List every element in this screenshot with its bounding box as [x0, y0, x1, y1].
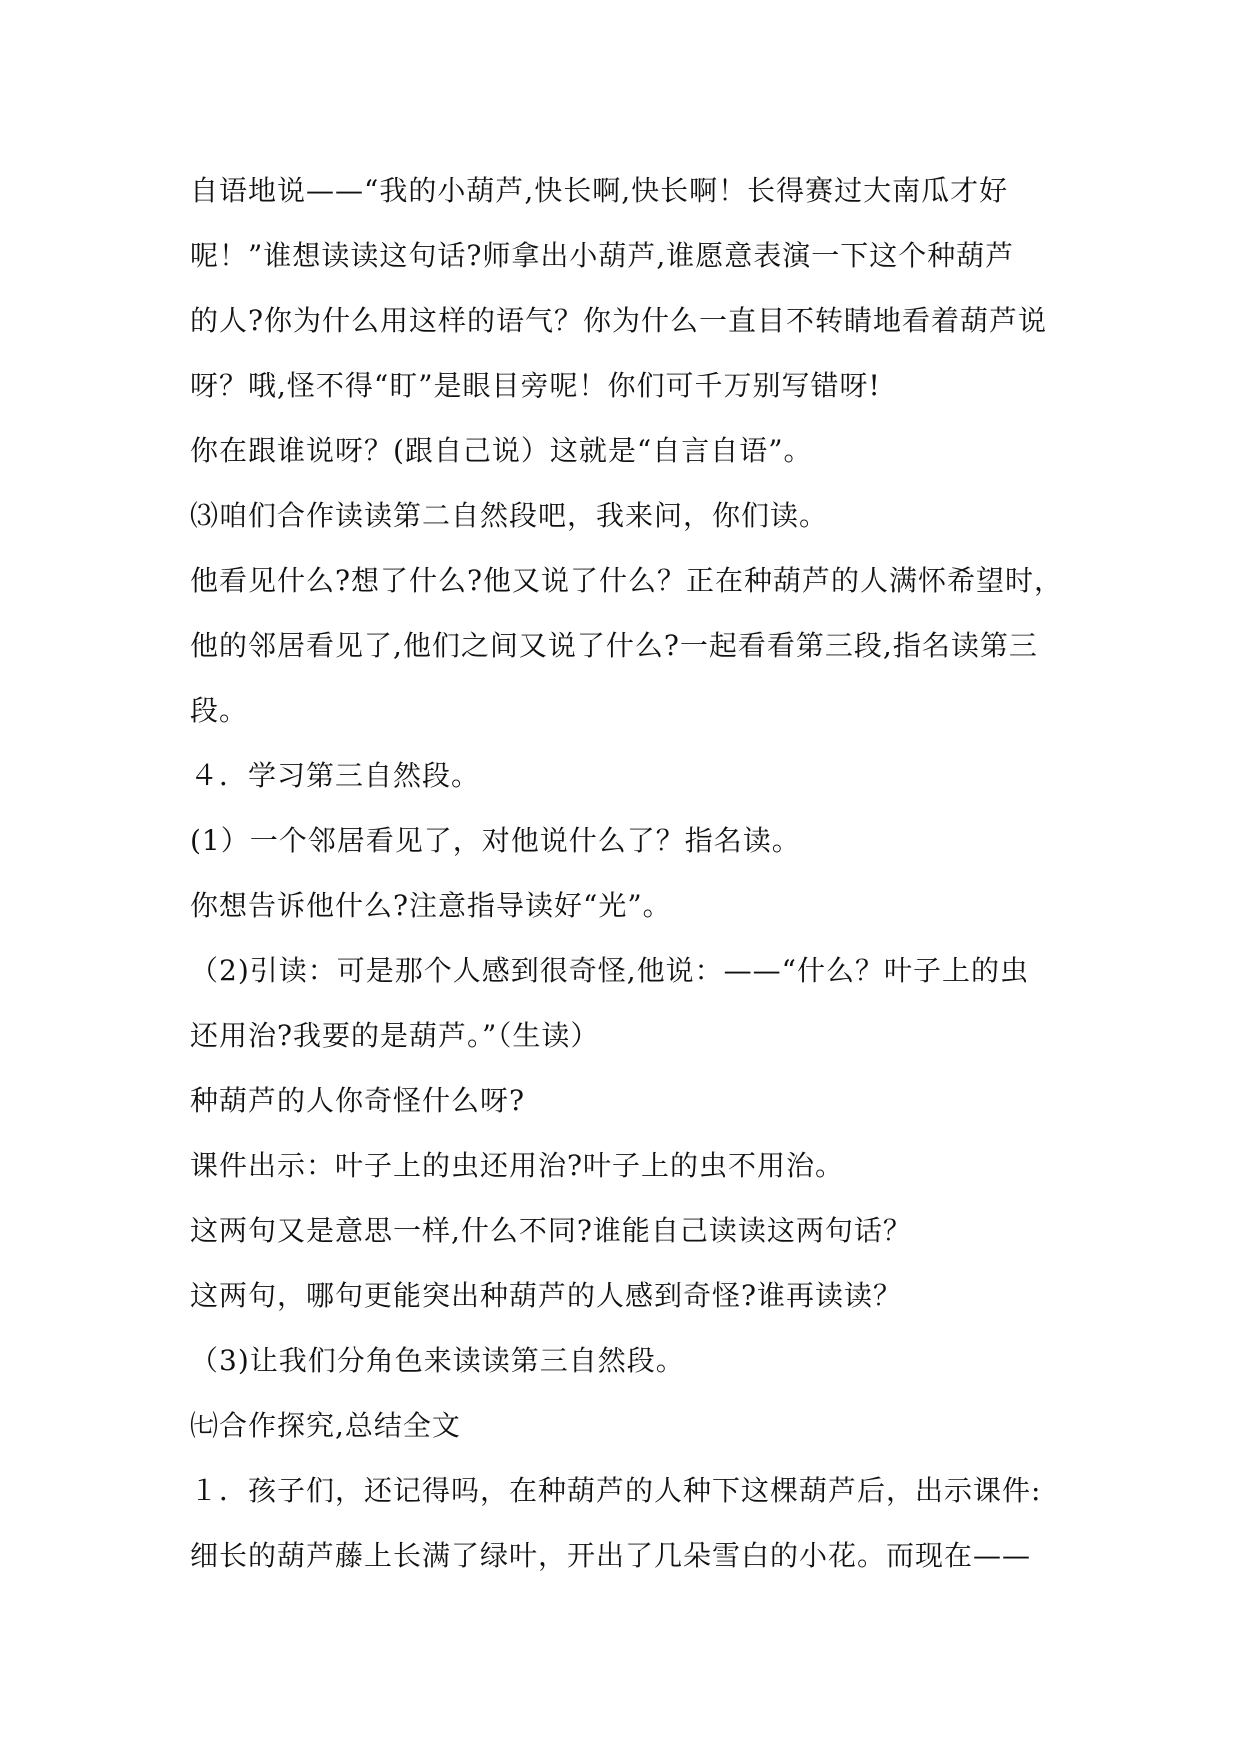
text-line: 种葫芦的人你奇怪什么呀? — [190, 1084, 526, 1117]
text-line: 呢！”谁想读读这句话?师拿出小葫芦,谁愿意表演一下这个种葫芦 — [190, 239, 1015, 272]
text-line: 你想告诉他什么?注意指导读好“光”。 — [190, 889, 672, 922]
section-heading: ㈦合作探究,总结全文 — [190, 1409, 461, 1442]
text-line: 他的邻居看见了,他们之间又说了什么?一起看看第三段,指名读第三 — [190, 629, 1038, 662]
text-line: 细长的葫芦藤上长满了绿叶，开出了几朵雪白的小花。而现在—— — [190, 1539, 1032, 1572]
text-line: 这两句，哪句更能突出种葫芦的人感到奇怪?谁再读读？ — [190, 1279, 903, 1312]
text-line: （2)引读：可是那个人感到很奇怪,他说：——“什么？叶子上的虫 — [190, 954, 1029, 987]
text-line: （3)让我们分角色来读读第三自然段。 — [190, 1344, 685, 1377]
text-line: 你在跟谁说呀？(跟自己说）这就是“自言自语”。 — [190, 434, 813, 467]
text-line: (1）一个邻居看见了，对他说什么了？指名读。 — [190, 824, 801, 857]
text-line: ⑶咱们合作读读第二自然段吧，我来问，你们读。 — [190, 499, 829, 532]
text-line: 的人?你为什么用这样的语气？你为什么一直目不转睛地看着葫芦说 — [190, 304, 1048, 337]
text-line: 呀？哦,怪不得“盯”是眼目旁呢！你们可千万别写错呀! — [190, 369, 881, 402]
body-text — [190, 158, 1064, 1588]
text-line: 自语地说——“我的小葫芦,快长啊,快长啊！长得赛过大南瓜才好 — [190, 174, 1009, 207]
text-line: 课件出示：叶子上的虫还用治?叶子上的虫不用治。 — [190, 1149, 845, 1182]
text-line: 段。 — [190, 694, 249, 727]
section-heading: ４．学习第三自然段。 — [190, 759, 481, 792]
text-line: １．孩子们，还记得吗，在种葫芦的人种下这棵葫芦后，出示课件: — [190, 1474, 1042, 1507]
text-line: 他看见什么?想了什么?他又说了什么？正在种葫芦的人满怀希望时， — [190, 564, 1064, 597]
text-line: 还用治?我要的是葫芦。”（生读） — [190, 1019, 600, 1052]
text-line: 这两句又是意思一样,什么不同?谁能自己读读这两句话？ — [190, 1214, 912, 1247]
